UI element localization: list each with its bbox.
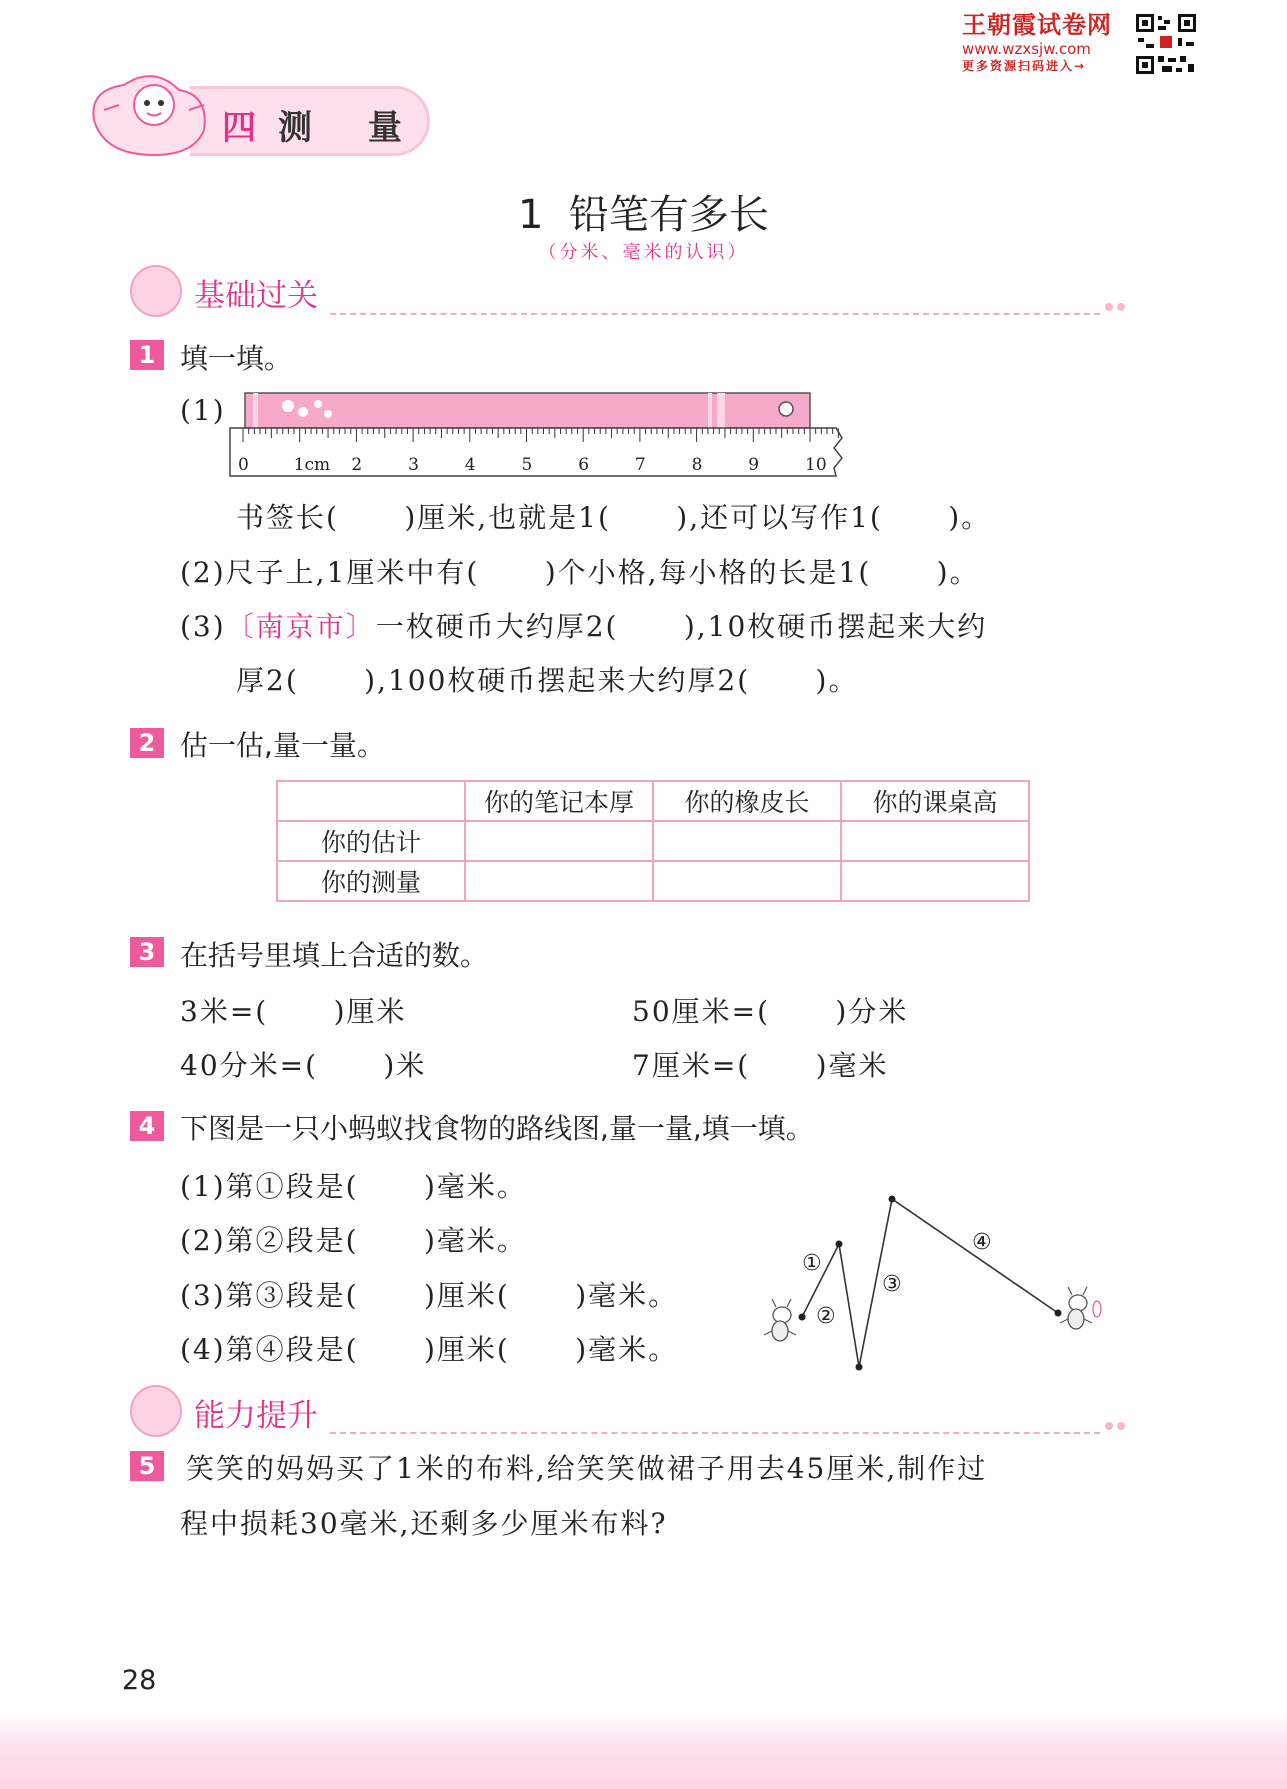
row-label: 你的测量 <box>277 861 465 901</box>
q3-item-a: 3米=( )厘米 <box>180 995 407 1028</box>
chapter-title <box>222 100 424 149</box>
q4-item-1: (1)第①段是( )毫米。 <box>180 1170 527 1203</box>
question-number-4: 4 <box>130 1111 164 1141</box>
ruler-tick-label: 5 <box>521 455 533 475</box>
ant-route-diagram <box>760 1185 1110 1380</box>
bookmark-image <box>245 393 810 428</box>
question-number-5: 5 <box>130 1451 164 1481</box>
table-row <box>277 861 1029 901</box>
segment-label-3: ③ <box>882 1272 902 1297</box>
ruler-tick-label: 2 <box>351 455 363 475</box>
table-header-row <box>277 781 1029 821</box>
q3-item-d: 7厘米=( )毫米 <box>632 1049 889 1082</box>
table-header-cell: 你的橡皮长 <box>653 781 841 821</box>
brand-name: 王朝霞试卷网 <box>962 11 1112 39</box>
q5-line2: 程中损耗30毫米,还剩多少厘米布料? <box>180 1507 668 1540</box>
q1-part3-line1 <box>180 605 987 645</box>
ruler-tick-label: 0 <box>238 455 249 475</box>
answer-cell[interactable] <box>841 821 1029 861</box>
q1-part3-line2: 厚2( ),100枚硬币摆起来大约厚2( )。 <box>236 664 859 697</box>
q4-item-4: (4)第④段是( )厘米( )毫米。 <box>180 1333 679 1366</box>
footer-band <box>0 1712 1287 1789</box>
ruler-tick-label: 7 <box>634 455 646 475</box>
question-1-title: 填一填。 <box>180 342 293 375</box>
chapter-name: 测 量 <box>278 108 424 148</box>
question-number-1: 1 <box>130 340 164 370</box>
segment-label-4: ④ <box>972 1230 992 1255</box>
q1-part1-label: (1) <box>180 394 226 427</box>
answer-cell[interactable] <box>653 861 841 901</box>
brand-url[interactable]: www.wzxsjw.com <box>962 40 1091 58</box>
table-row <box>277 821 1029 861</box>
lesson-subtitle: （分米、毫米的认识） <box>538 242 749 263</box>
question-number-3: 3 <box>130 937 164 967</box>
dots-icon <box>1104 301 1128 313</box>
ruler-tick-label: 6 <box>578 455 590 475</box>
section-title-basic: 基础过关 <box>194 278 318 314</box>
section-divider <box>330 313 1100 315</box>
girl-avatar-icon <box>130 1385 182 1437</box>
segment-label-2: ② <box>816 1304 836 1329</box>
question-2-title: 估一估,量一量。 <box>180 729 385 762</box>
ruler-tick-label: 3 <box>408 455 419 475</box>
row-label: 你的估计 <box>277 821 465 861</box>
table-header-cell: 你的笔记本厚 <box>465 781 653 821</box>
segment-label-1: ① <box>802 1251 822 1276</box>
answer-cell[interactable] <box>465 821 653 861</box>
question-4-title: 下图是一只小蚂蚁找食物的路线图,量一量,填一填。 <box>180 1112 814 1145</box>
ruler-tick-label: 4 <box>464 455 476 475</box>
girl-avatar-icon <box>130 265 182 317</box>
q5-line1: 笑笑的妈妈买了1米的布料,给笑笑做裙子用去45厘米,制作过 <box>186 1452 988 1485</box>
brand-slogan: 更多资源扫码进入→ <box>962 59 1087 73</box>
lesson-title: 1 铅笔有多长 <box>518 192 769 238</box>
answer-cell[interactable] <box>465 861 653 901</box>
answer-cell[interactable] <box>653 821 841 861</box>
section-divider <box>330 1432 1100 1434</box>
ruler-tick-label: 10 <box>805 455 827 475</box>
ant-food-icon <box>1060 1287 1101 1329</box>
q3-item-c: 40分米=( )米 <box>180 1049 427 1082</box>
q1-part2-text: (2)尺子上,1厘米中有( )个小格,每小格的长是1( )。 <box>180 556 980 589</box>
q3-item-b: 50厘米=( )分米 <box>632 995 909 1028</box>
qr-code-icon[interactable] <box>1134 12 1198 76</box>
q1-part3-text: 一枚硬币大约厚2( ),10枚硬币摆起来大约 <box>375 610 988 643</box>
mascot-girl-icon <box>84 60 224 160</box>
question-number-2: 2 <box>130 728 164 758</box>
section-title-advanced: 能力提升 <box>194 1398 318 1434</box>
ruler-tick-label: 1cm <box>293 455 331 475</box>
q4-item-3: (3)第③段是( )厘米( )毫米。 <box>180 1279 679 1312</box>
q1-part1-text: 书签长( )厘米,也就是1( ),还可以写作1( )。 <box>236 501 992 534</box>
q4-item-2: (2)第②段是( )毫米。 <box>180 1224 527 1257</box>
ruler-figure <box>228 390 844 478</box>
source-tag: 〔南京市〕 <box>225 610 376 643</box>
question-3-title: 在括号里填上合适的数。 <box>180 939 489 972</box>
chapter-number: 四 <box>222 108 278 148</box>
ruler-tick-label: 9 <box>748 455 760 475</box>
ruler-tick-label: 8 <box>691 455 703 475</box>
table-header-cell <box>277 781 465 821</box>
dots-icon <box>1104 1420 1128 1432</box>
q1-part3-prefix: (3) <box>180 610 226 643</box>
ant-start-icon <box>764 1299 796 1341</box>
table-header-cell: 你的课桌高 <box>841 781 1029 821</box>
estimate-table <box>276 780 1030 902</box>
page-number: 28 <box>122 1665 157 1696</box>
answer-cell[interactable] <box>841 861 1029 901</box>
